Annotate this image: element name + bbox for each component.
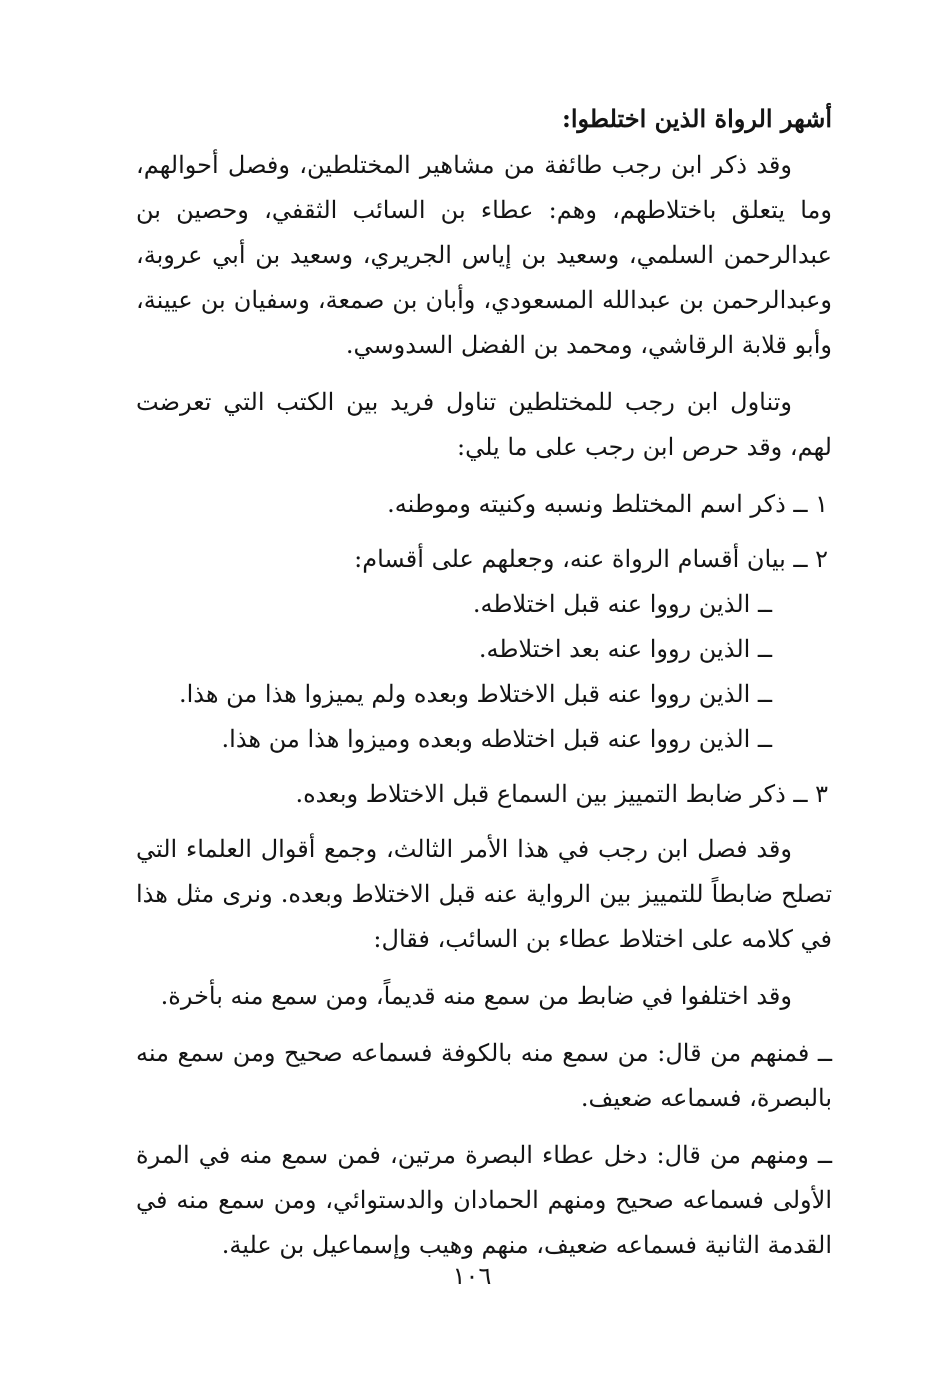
list-item-2-subitems <box>136 582 832 762</box>
sub-item-4: ــ الذين رووا عنه قبل اختلاطه وبعده وميزوا هذا من هذا. <box>221 725 772 753</box>
list-item-2: ٢ ــ بيان أقسام الرواة عنه، وجعلهم على أقسام: <box>354 545 828 573</box>
paragraph-3: وقد فصل ابن رجب في هذا الأمر الثالث، وجمع أقوال العلماء التي تصلح ضابطاً للتمييز بين الرواية عنه قبل الاختلاط وبعده. ونرى مثل هذا في كلامه على اختلاط عطاء بن السائب، فقال: <box>136 835 832 953</box>
paragraph-2: وتناول ابن رجب للمختلطين تناول فريد بين الكتب التي تعرضت لهم، وقد حرص ابن رجب على ما يلي: <box>136 388 832 461</box>
list-item-1: ١ ــ ذكر اسم المختلط ونسبه وكنيته وموطنه. <box>387 490 828 518</box>
list-item-3: ٣ ــ ذكر ضابط التمييز بين السماع قبل الاختلاط وبعده. <box>295 780 828 808</box>
quote-intro: وقد اختلفوا في ضابط من سمع منه قديماً، ومن سمع منه بأخرة. <box>160 982 792 1010</box>
paragraph-1: وقد ذكر ابن رجب طائفة من مشاهير المختلطين، وفصل أحوالهم، وما يتعلق باختلاطهم، وهم: عطاء بن السائب الثقفي، وحصين بن عبدالرحمن السلمي، وسعيد بن إياس الجريري، وسعيد بن أبي عروبة، وعبدالرحمن بن عبدالله المسعودي، وأبان بن صمعة، وسفيان بن عيينة، وأبو قلابة الرقاشي، ومحمد بن الفضل السدوسي. <box>136 151 832 359</box>
page-number: ١٠٦ <box>452 1262 492 1290</box>
page-body <box>136 96 832 1280</box>
sub-item-3: ــ الذين رووا عنه قبل الاختلاط وبعده ولم يميزوا هذا من هذا. <box>178 680 772 708</box>
quote-item-1: ــ فمنهم من قال: من سمع منه بالكوفة فسماعه صحيح ومن سمع منه بالبصرة، فسماعه ضعيف. <box>136 1039 832 1112</box>
sub-item-1: ــ الذين رووا عنه قبل اختلاطه. <box>472 590 772 618</box>
quote-item-2: ــ ومنهم من قال: دخل عطاء البصرة مرتين، فمن سمع منه في المرة الأولى فسماعه صحيح ومنهم الحمادان والدستوائي، ومن سمع منه في القدمة الثانية فسماعه ضعيف، منهم وهيب وإسماعيل بن علية. <box>136 1141 832 1259</box>
sub-item-2: ــ الذين رووا عنه بعد اختلاطه. <box>478 635 772 663</box>
section-heading: أشهر الرواة الذين اختلطوا: <box>561 104 832 133</box>
